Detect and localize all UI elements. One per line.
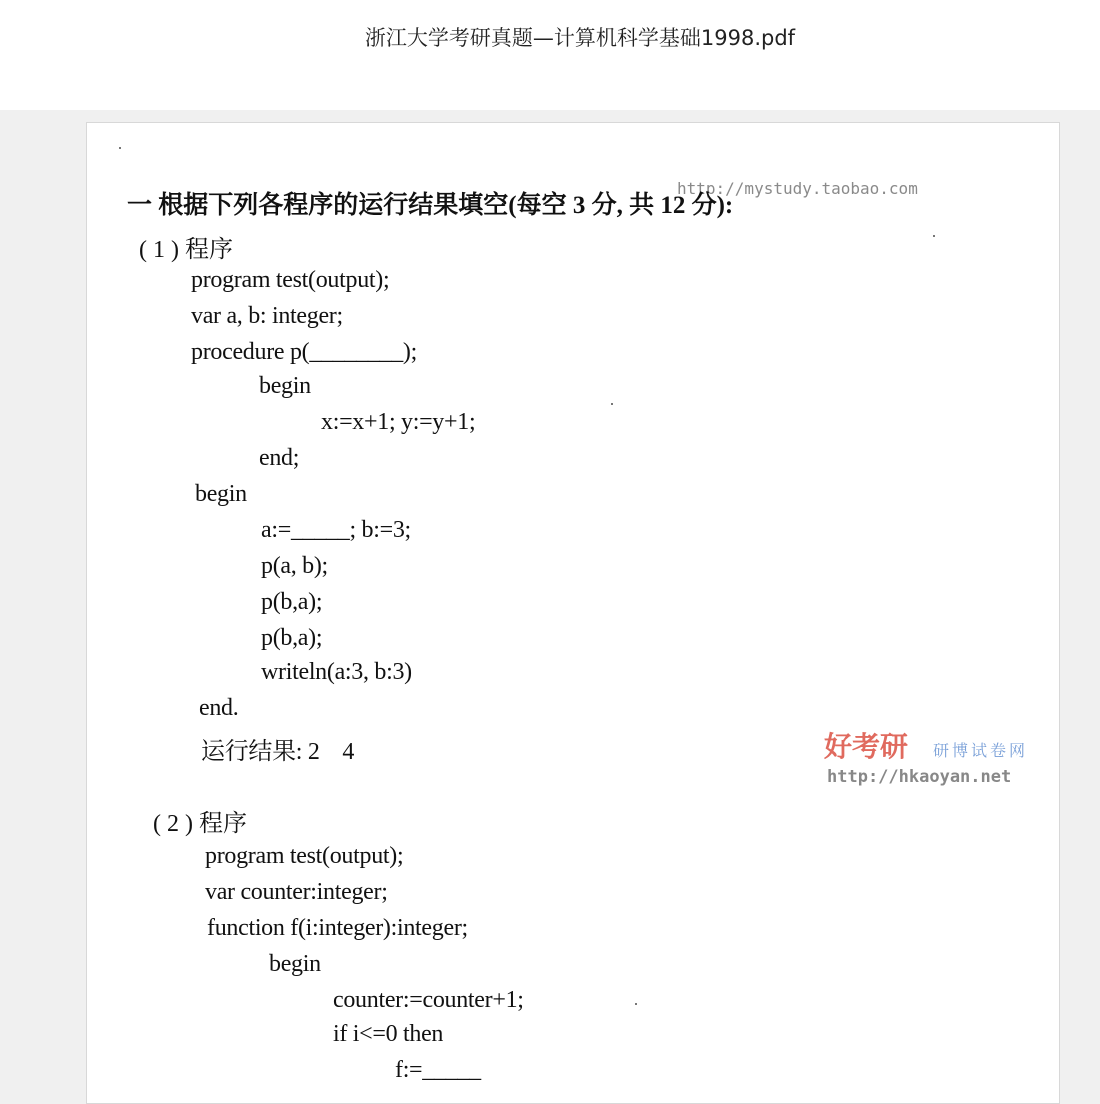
code-line: p(b,a); <box>261 625 323 651</box>
site-logo: 好考研 <box>824 730 909 763</box>
code-line: counter:=counter+1; <box>333 987 524 1013</box>
scan-speck <box>119 147 121 149</box>
pdf-page <box>86 122 1060 1104</box>
code-line: a:=_____; b:=3; <box>261 517 411 543</box>
site-logo-url: http://hkaoyan.net <box>827 767 1012 787</box>
document-title: 浙江大学考研真题—计算机科学基础1998.pdf <box>364 26 796 50</box>
code-line: var counter:integer; <box>205 879 388 905</box>
code-line: p(a, b); <box>261 553 328 579</box>
scan-speck <box>635 1003 637 1005</box>
site-logo-tagline: 研博试卷网 <box>933 741 1029 760</box>
code-line: function f(i:integer):integer; <box>207 915 468 941</box>
code-line: p(b,a); <box>261 589 323 615</box>
scan-speck <box>933 235 935 237</box>
viewer-header <box>0 0 1100 110</box>
section-2-label: ( 2 ) 程序 <box>153 811 247 837</box>
code-line: procedure p(________); <box>191 339 417 365</box>
question-heading: 一 根据下列各程序的运行结果填空(每空 3 分, 共 12 分): <box>127 192 734 219</box>
code-line: x:=x+1; y:=y+1; <box>321 409 476 435</box>
code-line: writeln(a:3, b:3) <box>261 659 412 685</box>
code-line: begin <box>269 951 321 977</box>
code-line: begin <box>259 373 311 399</box>
scan-speck <box>611 403 613 405</box>
code-line: if i<=0 then <box>333 1021 444 1047</box>
code-line: begin <box>195 481 247 507</box>
code-line: end; <box>259 445 300 471</box>
code-line: f:=_____ <box>395 1057 481 1083</box>
code-line: end. <box>199 695 239 721</box>
section-1-label: ( 1 ) 程序 <box>139 237 233 263</box>
code-line: var a, b: integer; <box>191 303 343 329</box>
code-line: program test(output); <box>191 267 390 293</box>
watermark-url: http://mystudy.taobao.com <box>677 179 918 198</box>
code-line: program test(output); <box>205 843 404 869</box>
run-result: 运行结果: 2 4 <box>201 739 355 765</box>
